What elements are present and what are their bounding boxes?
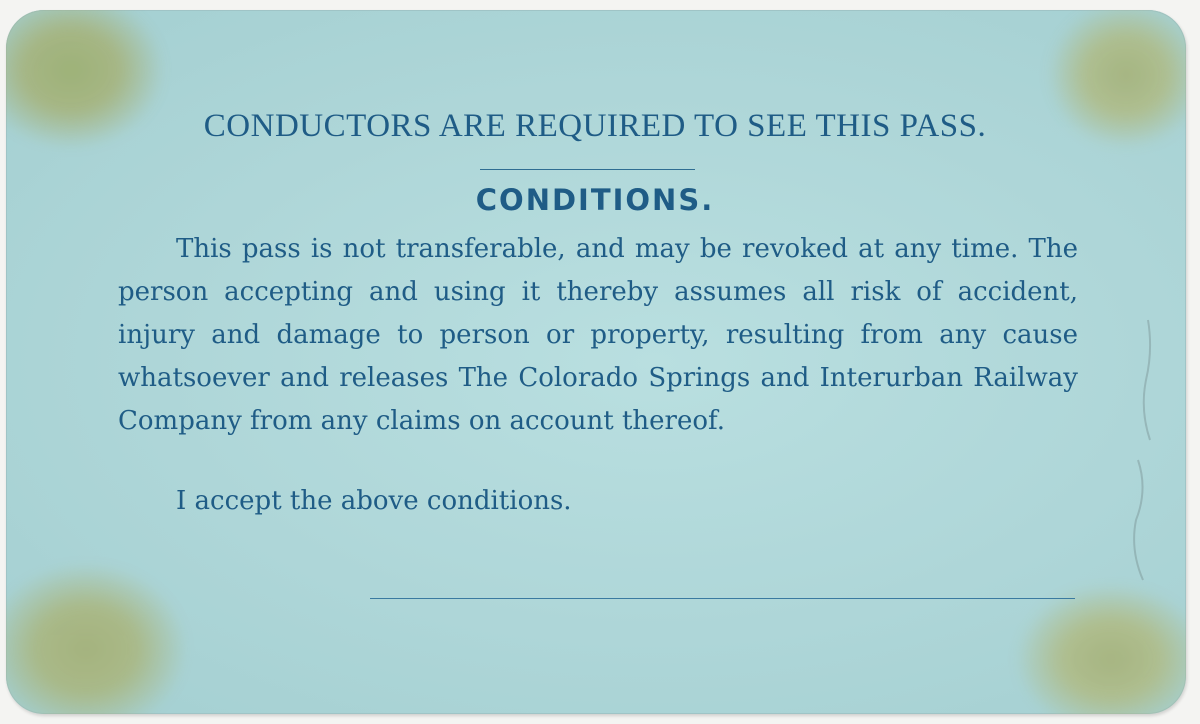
conditions-paragraph: This pass is not transferable, and may be revoked at any time. The person accepting and using it thereby assumes all risk of accident, injury and damage to person or property, resulting from any cause whatsoever and releases The Colorado Springs and Interurban Railway Company from any claims on account thereof.: [118, 234, 1078, 436]
corner-stain: [6, 564, 186, 714]
pass-heading: CONDUCTORS ARE REQUIRED TO SEE THIS PASS.: [203, 108, 987, 144]
conditions-body: [118, 228, 1078, 443]
signature-line: [370, 598, 1075, 599]
acceptance-statement: I accept the above conditions.: [176, 486, 572, 516]
pencil-marks: [1108, 310, 1168, 610]
divider: [480, 169, 695, 170]
conditions-title: CONDITIONS.: [475, 183, 715, 217]
